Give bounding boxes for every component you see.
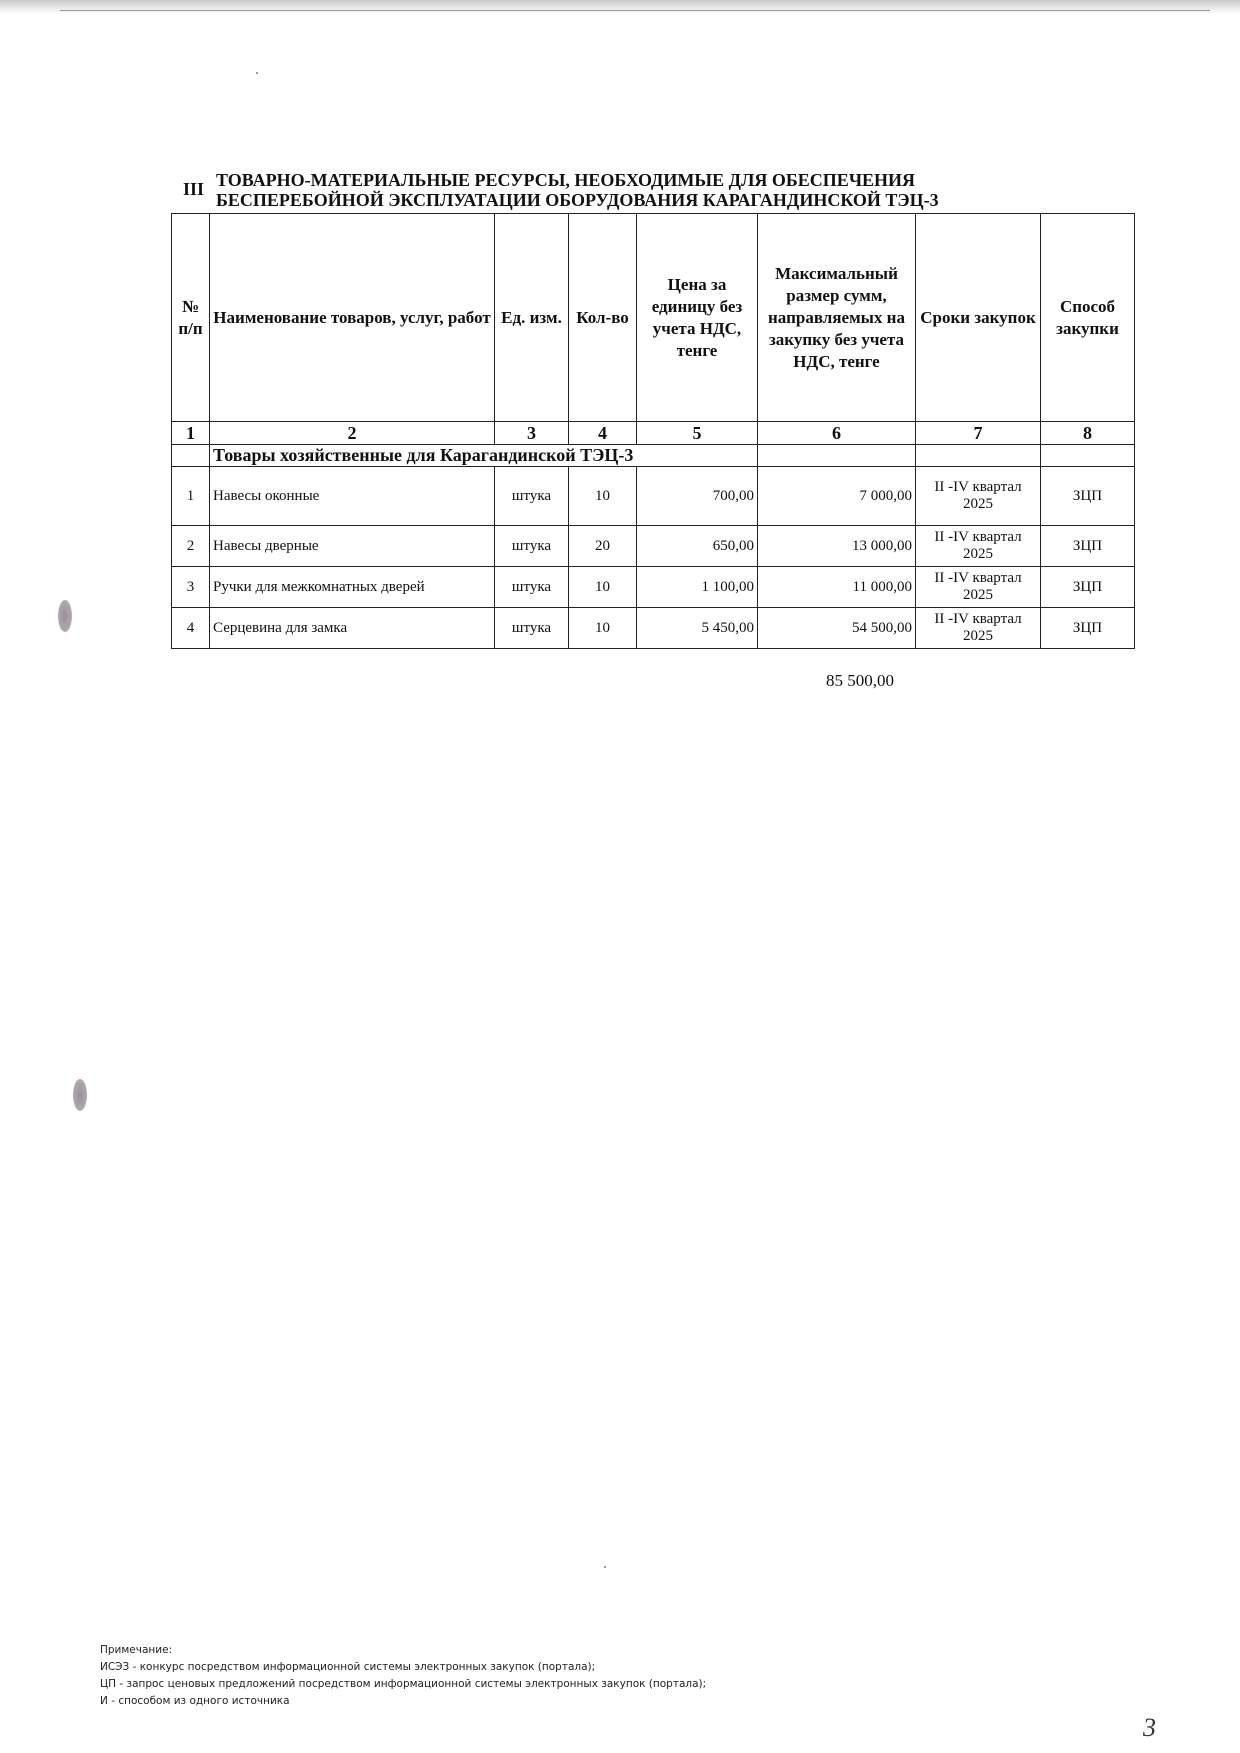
row-name: Ручки для межкомнатных дверей (210, 567, 495, 608)
punch-hole-bottom (73, 1079, 87, 1111)
notes (100, 1642, 706, 1710)
header-max-amount: Максимальный размер сумм, направляемых на закупку без учета НДС, тенге (758, 214, 916, 422)
header-number: № п/п (172, 214, 210, 422)
row-number: 1 (172, 467, 210, 526)
page-number: 3 (1143, 1713, 1156, 1742)
section-title-line-2: БЕСПЕРЕБОЙНОЙ ЭКСПЛУАТАЦИИ ОБОРУДОВАНИЯ КАРАГАНДИНСКОЙ ТЭЦ-3 (216, 190, 939, 210)
section-title-line-1: ТОВАРНО-МАТЕРИАЛЬНЫЕ РЕСУРСЫ, НЕОБХОДИМЫЕ ДЛЯ ОБЕСПЕЧЕНИЯ (216, 170, 916, 190)
row-name: Навесы дверные (210, 526, 495, 567)
row-quantity: 10 (569, 567, 637, 608)
row-price: 650,00 (637, 526, 758, 567)
row-number: 2 (172, 526, 210, 567)
row-amount: 7 000,00 (758, 467, 916, 526)
row-amount: 54 500,00 (758, 608, 916, 649)
header-unit-price: Цена за единицу без учета НДС, тенге (637, 214, 758, 422)
row-unit: штука (495, 567, 569, 608)
row-price: 700,00 (637, 467, 758, 526)
row-price: 1 100,00 (637, 567, 758, 608)
table-row (172, 467, 1135, 526)
column-number: 2 (210, 422, 495, 445)
row-number: 3 (172, 567, 210, 608)
row-name: Навесы оконные (210, 467, 495, 526)
punch-hole-top (58, 600, 72, 632)
header-quantity: Кол-во (569, 214, 637, 422)
row-name: Серцевина для замка (210, 608, 495, 649)
section-title (216, 170, 1116, 210)
total-amount: 85 500,00 (826, 671, 894, 690)
row-term: II -IV квартал 2025 (916, 467, 1041, 526)
column-number: 8 (1041, 422, 1135, 445)
table-row (172, 526, 1135, 567)
row-method: ЗЦП (1041, 608, 1135, 649)
table-header-row (172, 214, 1135, 422)
note-line: ИСЭЗ - конкурс посредством информационной системы электронных закупок (портала); (100, 1661, 596, 1673)
column-number: 4 (569, 422, 637, 445)
table-row (172, 608, 1135, 649)
procurement-table (171, 213, 1135, 649)
scan-speck (604, 1566, 606, 1568)
row-price: 5 450,00 (637, 608, 758, 649)
row-unit: штука (495, 467, 569, 526)
row-method: ЗЦП (1041, 567, 1135, 608)
row-term: II -IV квартал 2025 (916, 567, 1041, 608)
scan-top-line (60, 10, 1210, 11)
row-unit: штука (495, 526, 569, 567)
row-unit: штука (495, 608, 569, 649)
header-unit: Ед. изм. (495, 214, 569, 422)
row-method: ЗЦП (1041, 467, 1135, 526)
column-number: 1 (172, 422, 210, 445)
header-name: Наименование товаров, услуг, работ (210, 214, 495, 422)
column-number-row (172, 422, 1135, 445)
column-number: 3 (495, 422, 569, 445)
row-quantity: 20 (569, 526, 637, 567)
group-row (172, 445, 1135, 467)
notes-title: Примечание: (100, 1644, 173, 1656)
row-term: II -IV квартал 2025 (916, 526, 1041, 567)
column-number: 6 (758, 422, 916, 445)
group-title: Товары хозяйственные для Карагандинской ТЭЦ-3 (210, 445, 758, 467)
column-number: 7 (916, 422, 1041, 445)
column-number: 5 (637, 422, 758, 445)
scan-top-edge (0, 0, 1240, 14)
section-number: III (183, 179, 205, 199)
row-quantity: 10 (569, 608, 637, 649)
note-line: ЦП - запрос ценовых предложений посредством информационной системы электронных закупок (портала); (100, 1678, 707, 1690)
row-number: 4 (172, 608, 210, 649)
row-amount: 11 000,00 (758, 567, 916, 608)
row-amount: 13 000,00 (758, 526, 916, 567)
scan-speck (256, 72, 258, 74)
row-quantity: 10 (569, 467, 637, 526)
header-procurement-term: Сроки закупок (916, 214, 1041, 422)
row-method: ЗЦП (1041, 526, 1135, 567)
table-row (172, 567, 1135, 608)
header-procurement-method: Способ закупки (1041, 214, 1135, 422)
note-line: И - способом из одного источника (100, 1695, 290, 1707)
row-term: II -IV квартал 2025 (916, 608, 1041, 649)
